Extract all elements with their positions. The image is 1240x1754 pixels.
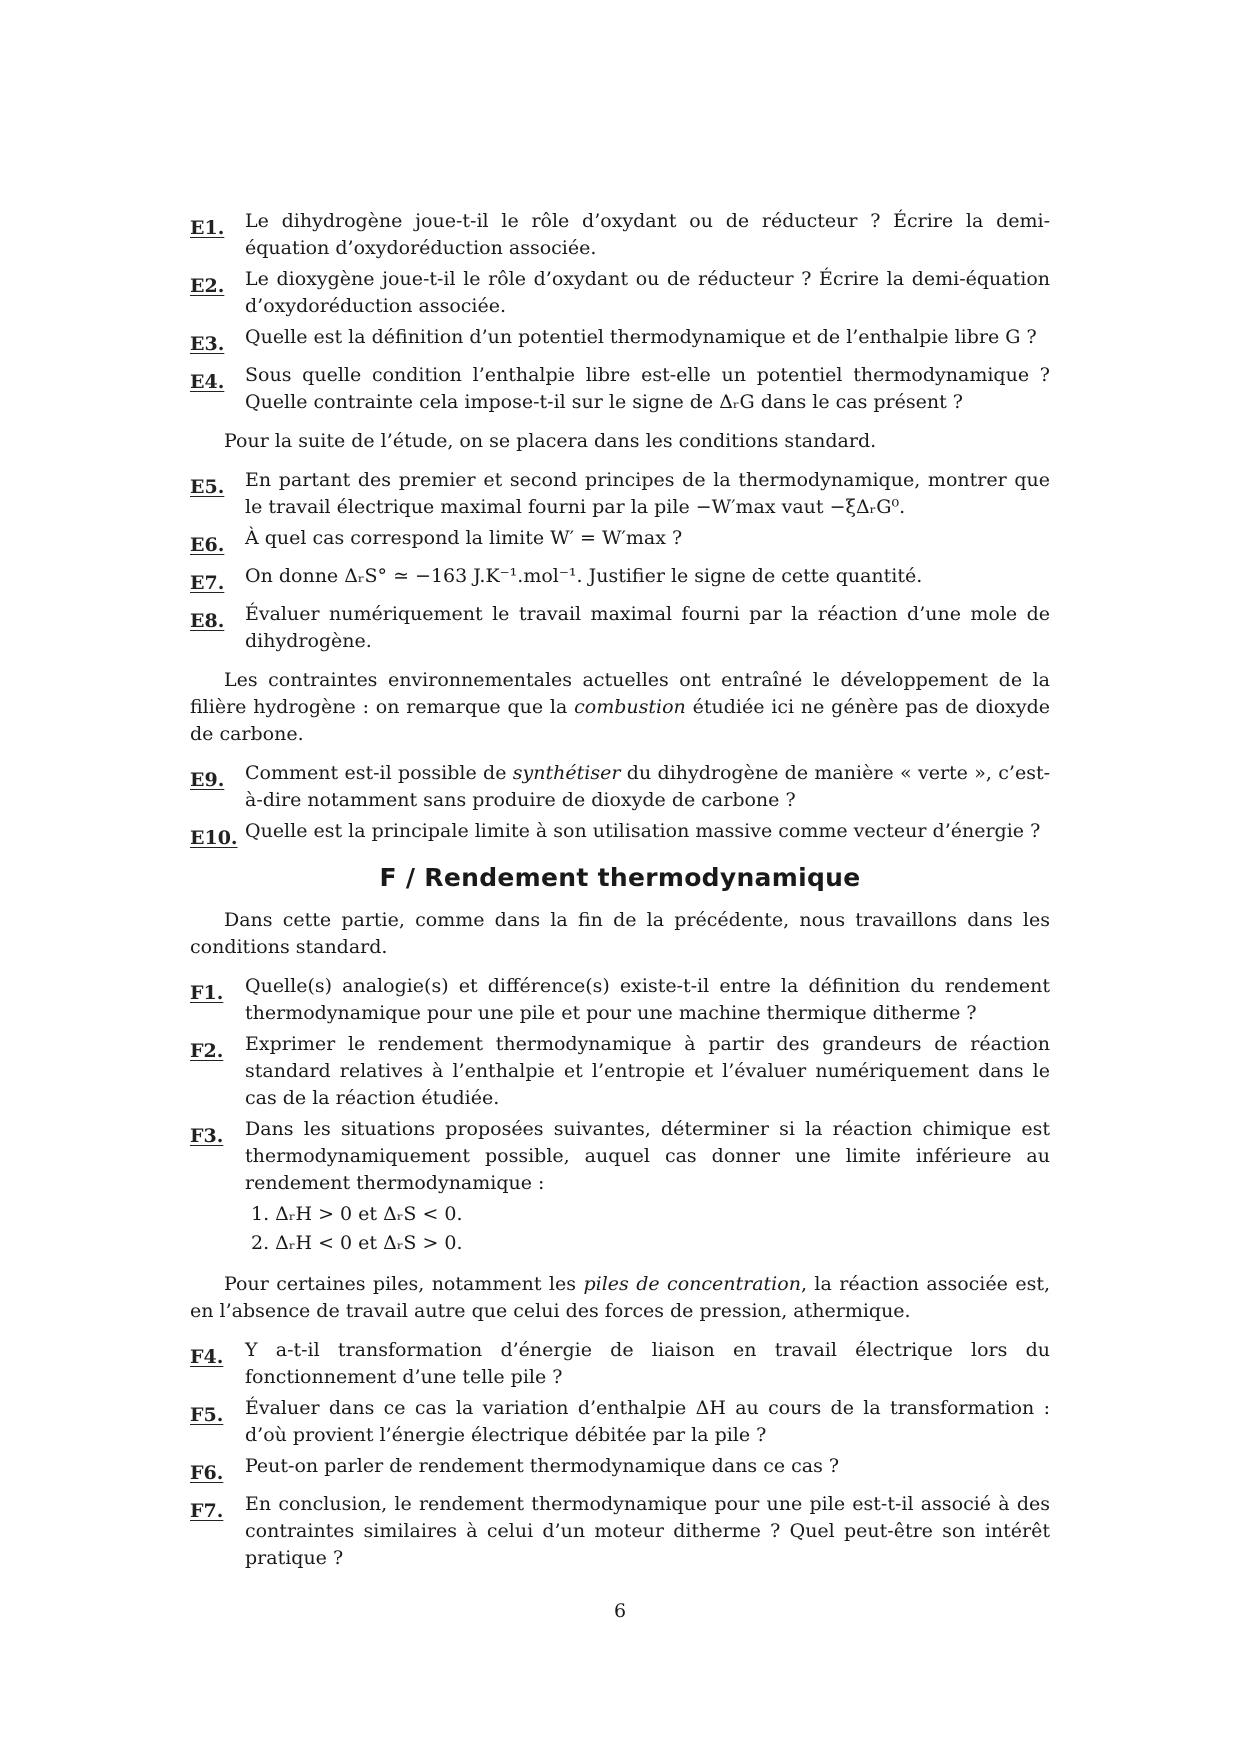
paragraph-text: étudiée ici ne génère pas de dioxyde de carbone. <box>190 696 1050 745</box>
question-e9 <box>190 760 1050 814</box>
question-number: F7. <box>190 1500 224 1522</box>
question-number: E7. <box>190 572 225 594</box>
list-item: 1. ΔᵣH > 0 et ΔᵣS < 0. <box>251 1203 463 1225</box>
question-number: F1. <box>190 982 224 1004</box>
question-e2 <box>190 266 1050 320</box>
paragraph-standard: Pour la suite de l’étude, on se placera dans les conditions standard. <box>224 430 877 452</box>
question-f4 <box>190 1337 1050 1391</box>
question-number: F6. <box>190 1462 224 1484</box>
question-f6 <box>190 1453 1050 1487</box>
paragraph-text: , la réaction associée est, en l’absence de travail autre que celui des forces de pression, athermique. <box>190 1273 1050 1322</box>
question-text: On donne ΔᵣS° ≃ −163 J.K⁻¹.mol⁻¹. Justifier le signe de cette quantité. <box>245 565 923 587</box>
question-text: Le dioxygène joue-t-il le rôle d’oxydant ou de réducteur ? Écrire la demi-équation d’oxydoréduction associée. <box>245 268 1050 317</box>
question-number: F4. <box>190 1346 224 1368</box>
paragraph-piles <box>190 1271 1050 1325</box>
question-number: E3. <box>190 333 225 355</box>
question-number: E2. <box>190 275 225 297</box>
f3-list <box>251 1201 1050 1257</box>
question-text: Exprimer le rendement thermodynamique à partir des grandeurs de réaction standard relatives à l’enthalpie et l’entropie et l’évaluer numériquement dans le cas de la réaction étudiée. <box>245 1033 1050 1109</box>
paragraph-environment <box>190 667 1050 748</box>
paragraph-text: Les contraintes environnementales actuelles ont entraîné le développement de la filière hydrogène : on remarque que la <box>190 669 1050 718</box>
question-text: En conclusion, le rendement thermodynamique pour une pile est-t-il associé à des contraintes similaires à celui d’un moteur ditherme ? Quel peut-être son intérêt pratique ? <box>245 1493 1050 1569</box>
question-text: Quelle est la définition d’un potentiel thermodynamique et de l’enthalpie libre G ? <box>245 326 1037 348</box>
question-text: Quelle est la principale limite à son utilisation massive comme vecteur d’énergie ? <box>245 820 1041 842</box>
paragraph-text: Pour certaines piles, notamment les <box>224 1273 584 1295</box>
question-number: E9. <box>190 769 225 791</box>
question-text: Sous quelle condition l’enthalpie libre est-elle un potentiel thermodynamique ? Quelle contrainte cela impose-t-il sur le signe de ΔᵣG dans le cas présent ? <box>245 364 1050 413</box>
question-e1 <box>190 208 1050 262</box>
question-text <box>245 1116 1050 1259</box>
question-text: Évaluer dans ce cas la variation d’enthalpie ΔH au cours de la transformation : d’où provient l’énergie électrique débitée par la pile ? <box>245 1397 1050 1446</box>
paragraph-f-intro: Dans cette partie, comme dans la fin de la précédente, nous travaillons dans les conditions standard. <box>190 909 1050 958</box>
question-f7 <box>190 1491 1050 1572</box>
section-title: F / Rendement thermodynamique <box>379 863 861 892</box>
emphasis-text: piles de concentration <box>583 1273 801 1295</box>
question-number: E4. <box>190 371 225 393</box>
question-number: E6. <box>190 534 225 556</box>
question-e10 <box>190 818 1050 852</box>
question-text: À quel cas correspond la limite W′ = W′max ? <box>245 527 683 549</box>
question-f3 <box>190 1116 1050 1259</box>
question-number: F5. <box>190 1404 224 1426</box>
question-text-part: Dans les situations proposées suivantes, déterminer si la réaction chimique est thermodynamiquement possible, auquel cas donner une limite inférieure au rendement thermodynamique : <box>245 1118 1050 1194</box>
question-f5 <box>190 1395 1050 1449</box>
list-item: 2. ΔᵣH < 0 et ΔᵣS > 0. <box>251 1232 463 1254</box>
question-number: E5. <box>190 476 225 498</box>
question-text <box>245 760 1050 814</box>
question-text: Évaluer numériquement le travail maximal fourni par la réaction d’une mole de dihydrogène. <box>245 603 1050 652</box>
page-number: 6 <box>613 1600 627 1622</box>
question-e5 <box>190 467 1050 521</box>
emphasis-text: combustion <box>574 696 686 718</box>
question-e6 <box>190 525 1050 559</box>
question-number: E8. <box>190 610 225 632</box>
question-e7 <box>190 563 1050 597</box>
question-e3 <box>190 324 1050 358</box>
question-e8 <box>190 601 1050 655</box>
question-text-part: Comment est-il possible de <box>245 762 513 784</box>
question-number: F3. <box>190 1125 224 1147</box>
question-text: Peut-on parler de rendement thermodynamique dans ce cas ? <box>245 1455 840 1477</box>
question-e4 <box>190 362 1050 416</box>
question-f1 <box>190 973 1050 1027</box>
question-number: E1. <box>190 217 225 239</box>
question-text: En partant des premier et second principes de la thermodynamique, montrer que le travail électrique maximal fourni par la pile −W′max vaut −ξΔᵣG⁰. <box>245 469 1050 518</box>
question-f2 <box>190 1031 1050 1112</box>
emphasis-text: synthétiser <box>512 762 621 784</box>
question-text: Le dihydrogène joue-t-il le rôle d’oxydant ou de réducteur ? Écrire la demi-équation d’oxydoréduction associée. <box>245 210 1050 259</box>
question-text-part: du dihydrogène de manière « verte », c’est-à-dire notamment sans produire de dioxyde de carbone ? <box>245 762 1050 811</box>
page-content <box>190 208 1050 1576</box>
question-number: F2. <box>190 1040 224 1062</box>
question-number: E10. <box>190 827 238 849</box>
question-text: Y a-t-il transformation d’énergie de liaison en travail électrique lors du fonctionnement d’une telle pile ? <box>245 1339 1050 1388</box>
question-text: Quelle(s) analogie(s) et différence(s) existe-t-il entre la définition du rendement thermodynamique pour une pile et pour une machine thermique ditherme ? <box>245 975 1050 1024</box>
